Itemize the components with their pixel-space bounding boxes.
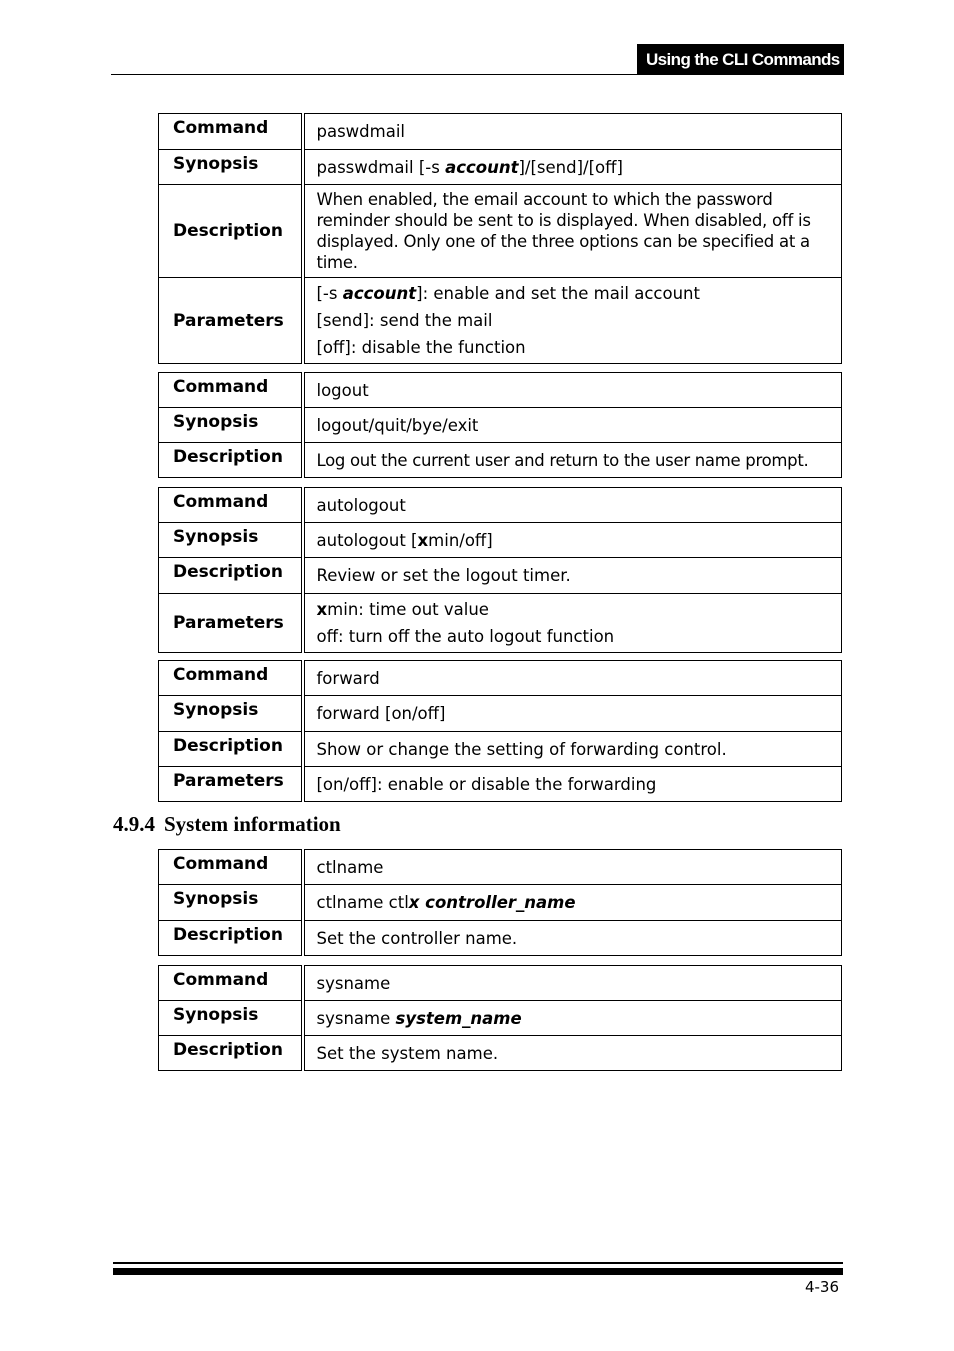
- table-row-parameters: [159, 767, 842, 802]
- table-row-synopsis: [159, 523, 842, 558]
- command-table-forward: [158, 660, 842, 802]
- table-row-parameters: [159, 278, 842, 364]
- table-row-description: [159, 558, 842, 594]
- description-value: Set the system name.: [303, 1036, 842, 1071]
- command-value: ctlname: [303, 850, 842, 885]
- synopsis-label: Synopsis: [159, 150, 303, 185]
- command-label: Command: [159, 661, 303, 696]
- table-row-synopsis: [159, 408, 842, 443]
- command-value: logout: [303, 373, 842, 408]
- synopsis-value: forward [on/off]: [303, 696, 842, 732]
- description-value: Log out the current user and return to the user name prompt.: [303, 443, 842, 478]
- chapter-header-tab: Using the CLI Commands: [637, 44, 844, 75]
- table-row-command: [159, 850, 842, 885]
- synopsis-label: Synopsis: [159, 523, 303, 558]
- description-label: Description: [159, 443, 303, 478]
- description-label: Description: [159, 185, 303, 278]
- table-row-description: [159, 1036, 842, 1071]
- table-row-synopsis: [159, 150, 842, 185]
- description-label: Description: [159, 1036, 303, 1071]
- description-label: Description: [159, 558, 303, 594]
- page-number: 4-36: [804, 1278, 839, 1296]
- synopsis-value: ctlname ctlx controller_name: [303, 885, 842, 921]
- synopsis-label: Synopsis: [159, 1001, 303, 1036]
- command-table-logout: [158, 372, 842, 478]
- synopsis-value: sysname system_name: [303, 1001, 842, 1036]
- parameters-label: Parameters: [159, 278, 303, 364]
- description-value: Set the controller name.: [303, 921, 842, 956]
- footer-rule-thick: [113, 1268, 843, 1275]
- command-table-paswdmail: [158, 113, 842, 364]
- synopsis-arg: x: [417, 530, 429, 550]
- table-row-command: [159, 966, 842, 1001]
- parameter-line: [off]: disable the function: [316, 338, 526, 357]
- parameters-value: [on/off]: enable or disable the forwarding: [303, 767, 842, 802]
- synopsis-value: passwdmail [-s account]/[send]/[off]: [303, 150, 842, 185]
- synopsis-label: Synopsis: [159, 408, 303, 443]
- command-label: Command: [159, 966, 303, 1001]
- table-row-description: [159, 732, 842, 767]
- table-row-description: [159, 443, 842, 478]
- table-row-synopsis: [159, 1001, 842, 1036]
- description-label: Description: [159, 921, 303, 956]
- parameters-value: [303, 278, 842, 364]
- parameters-label: Parameters: [159, 594, 303, 653]
- footer-rule-thin: [113, 1262, 843, 1264]
- synopsis-value: autologout [xmin/off]: [303, 523, 842, 558]
- parameter-line: [-s account]: enable and set the mail account: [316, 284, 700, 303]
- table-row-synopsis: [159, 885, 842, 921]
- synopsis-arg: x controller_name: [408, 893, 576, 912]
- parameters-label: Parameters: [159, 767, 303, 802]
- command-value: sysname: [303, 966, 842, 1001]
- description-value: Review or set the logout timer.: [303, 558, 842, 594]
- command-label: Command: [159, 373, 303, 408]
- synopsis-value: logout/quit/bye/exit: [303, 408, 842, 443]
- table-row-command: [159, 661, 842, 696]
- synopsis-label: Synopsis: [159, 696, 303, 732]
- command-table-ctlname: [158, 849, 842, 956]
- description-label: Description: [159, 732, 303, 767]
- table-row-command: [159, 373, 842, 408]
- command-value: autologout: [303, 488, 842, 523]
- synopsis-arg: account: [445, 157, 519, 177]
- table-row-synopsis: [159, 696, 842, 732]
- parameter-line: [send]: send the mail: [316, 311, 493, 330]
- command-label: Command: [159, 114, 303, 150]
- table-row-parameters: [159, 594, 842, 653]
- section-heading: [113, 812, 341, 837]
- command-table-sysname: [158, 965, 842, 1071]
- table-row-description: [159, 921, 842, 956]
- synopsis-arg: system_name: [395, 1008, 522, 1028]
- command-value: paswdmail: [303, 114, 842, 150]
- command-value: forward: [303, 661, 842, 696]
- table-row-command: [159, 114, 842, 150]
- command-label: Command: [159, 850, 303, 885]
- parameter-line: xmin: time out value: [316, 600, 489, 619]
- description-value: Show or change the setting of forwarding control.: [303, 732, 842, 767]
- synopsis-label: Synopsis: [159, 885, 303, 921]
- table-row-command: [159, 488, 842, 523]
- parameter-line: off: turn off the auto logout function: [316, 627, 615, 646]
- table-row-description: [159, 185, 842, 278]
- command-label: Command: [159, 488, 303, 523]
- description-value: When enabled, the email account to which the password reminder should be sent to is displayed. When disabled, off is displayed. Only one of the three options can be specified at a time.: [303, 185, 842, 278]
- command-table-autologout: [158, 487, 842, 653]
- header-rule: [111, 74, 844, 75]
- section-number: 4.9.4: [113, 812, 155, 836]
- parameters-value: [303, 594, 842, 653]
- section-title: System information: [164, 812, 341, 836]
